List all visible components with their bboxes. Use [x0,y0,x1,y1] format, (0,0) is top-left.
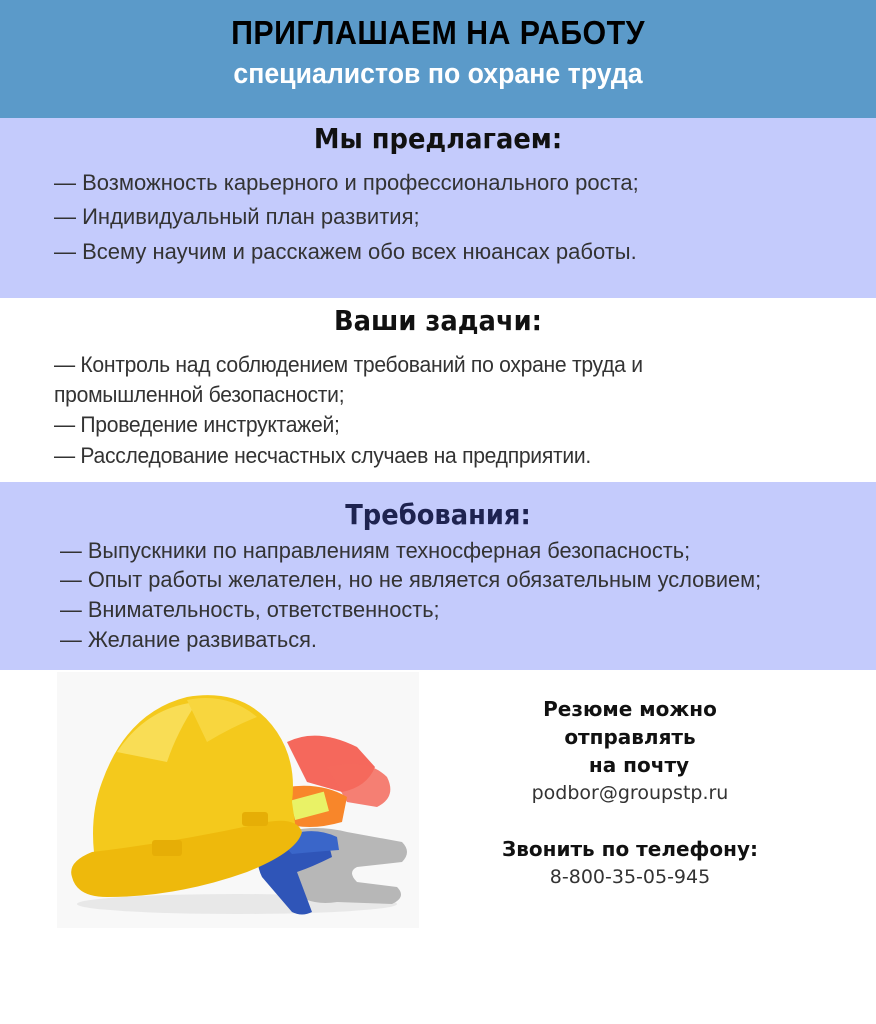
header-banner [0,0,876,118]
section-requirements [0,482,876,670]
section-offer [0,118,876,298]
resume-label-line3: на почту [588,753,690,777]
email-link[interactable]: podbor@groupstp.ru [531,782,729,804]
offer-item: — Индивидуальный план развития; [54,204,420,229]
resume-label-line1: Резюме можно [543,697,717,721]
resume-label-line2: отправлять [564,725,696,749]
task-item: — Расследование несчастных случаев на предприятии. [54,443,591,468]
offer-item: — Возможность карьерного и профессионального роста; [54,170,639,195]
page-subtitle: специалистов по охране труда [233,58,643,90]
task-item: — Контроль над соблюдением требований по охране труда и [54,352,643,377]
phone-link[interactable]: 8-800-35-05-945 [549,866,711,888]
section-tasks [0,298,876,482]
page-title: ПРИГЛАШАЕМ НА РАБОТУ [231,14,645,51]
section-tasks-title: Ваши задачи: [334,304,542,337]
requirement-item: — Выпускники по направлениям техносферная безопасность; [60,538,691,563]
task-item-continuation: промышленной безопасности; [54,382,345,407]
requirement-item: — Опыт работы желателен, но не является обязательным условием; [60,567,762,592]
section-offer-title: Мы предлагаем: [313,122,563,155]
requirement-item: — Внимательность, ответственность; [60,597,440,622]
offer-item: — Всему научим и расскажем обо всех нюансах работы. [54,239,637,264]
contact-block [480,695,780,891]
task-item: — Проведение инструктажей; [54,412,340,437]
requirement-item: — Желание развиваться. [60,627,317,652]
hard-hat-gloves-illustration [57,672,419,928]
safety-gear-image [57,672,419,928]
spacer [480,807,780,835]
section-requirements-title: Требования: [345,498,531,531]
phone-label: Звонить по телефону: [502,837,758,861]
